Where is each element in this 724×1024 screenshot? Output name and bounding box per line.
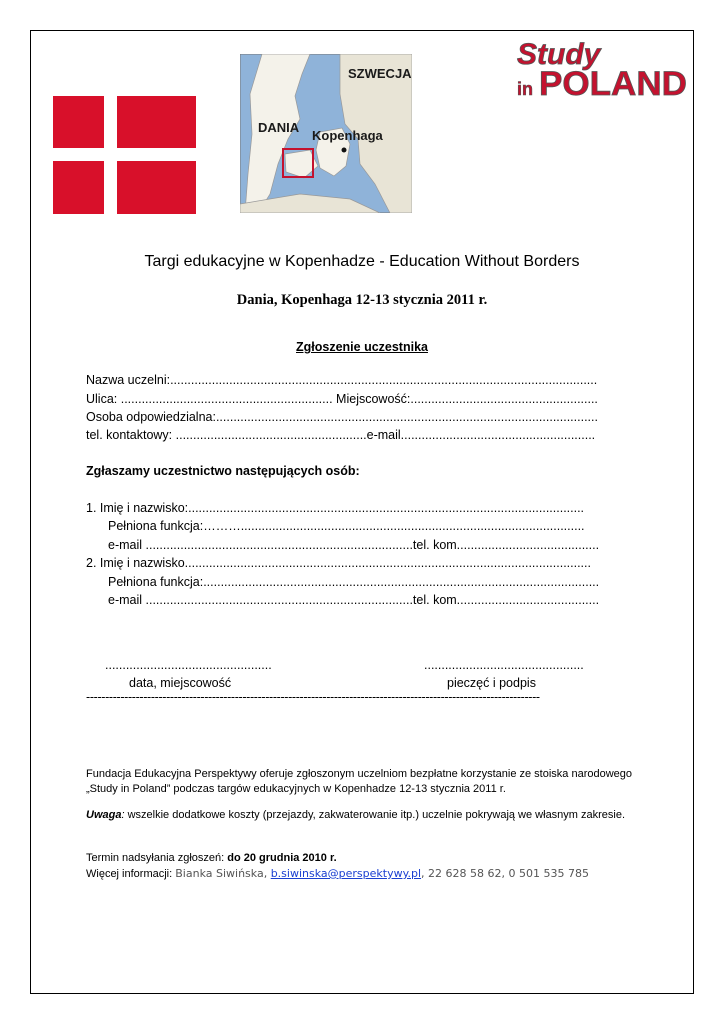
note-label: Uwaga xyxy=(86,809,122,821)
info-line xyxy=(86,866,646,882)
participant-1-name[interactable]: 1. Imię i nazwisko:.................................................................................................................. xyxy=(86,501,585,515)
note-paragraph xyxy=(86,808,646,823)
participant-2-name[interactable]: 2. Imię i nazwisko..................................................................................................................... xyxy=(86,556,591,570)
contact-phones: , 22 628 58 62, 0 501 535 785 xyxy=(421,867,589,880)
logo-study-text: Study xyxy=(517,38,601,71)
page-title: Targi edukacyjne w Kopenhadze - Education Without Borders xyxy=(144,253,580,270)
date-place-dots[interactable]: ................................................ xyxy=(105,658,272,672)
deadline-line xyxy=(86,851,646,866)
form-heading: Zgłoszenie uczestnika xyxy=(296,340,428,354)
contact-name: Bianka Siwińska, xyxy=(175,867,271,880)
date-place-label: data, miejscowość xyxy=(129,676,232,690)
field-contact-person[interactable]: Osoba odpowiedzialna:.............................................................................................................. xyxy=(86,410,598,424)
deadline-label: Termin nadsyłania zgłoszeń: xyxy=(86,852,228,864)
participant-2-role[interactable]: Pełniona funkcja:.................................................................................................................. xyxy=(108,575,600,589)
logo-in-text: in xyxy=(517,79,533,99)
danish-flag xyxy=(53,96,196,214)
deadline-value: do 20 grudnia 2010 r. xyxy=(227,852,337,864)
participant-1-contact[interactable]: e-mail .............................................................................tel. kom......................................... xyxy=(108,538,600,552)
participant-2-contact[interactable]: e-mail .............................................................................tel. kom......................................... xyxy=(108,593,600,607)
field-phone-email[interactable]: tel. kontaktowy: .......................................................e-mail........................................................ xyxy=(86,428,596,442)
offer-paragraph: Fundacja Edukacyjna Perspektywy oferuje zgłoszonym uczelniom bezpłatne korzystanie ze stoiska narodowego „Study in Poland” podczas targów edukacyjnych w Kopenhadze 12-13 stycznia 2011 r. xyxy=(86,768,633,795)
map-label-sweden: SZWECJA xyxy=(348,66,412,81)
logo-poland-text: POLAND xyxy=(539,65,687,100)
field-street-city[interactable]: Ulica: ............................................................. Miejscowość:...................................................... xyxy=(86,392,598,406)
stamp-signature-label: pieczęć i podpis xyxy=(447,676,536,690)
stamp-signature-dots[interactable]: .............................................. xyxy=(424,658,584,672)
event-date-location: Dania, Kopenhaga 12-13 stycznia 2011 r. xyxy=(236,292,488,308)
cut-line-separator: ----------------------------------------------------------------------------------------------------------------------- xyxy=(86,690,540,704)
participants-heading: Zgłaszamy uczestnictwo następujących osób: xyxy=(86,464,360,478)
info-label: Więcej informacji: xyxy=(86,868,176,880)
study-in-poland-logo xyxy=(515,38,690,100)
note-text: wszelkie dodatkowe koszty (przejazdy, zakwaterowanie itp.) uczelnie pokrywają we własnym zakresie. xyxy=(127,809,626,821)
participant-1-role[interactable]: Pełniona funkcja:………................................................................................................... xyxy=(108,519,585,533)
map-label-denmark: DANIA xyxy=(258,120,300,135)
denmark-map-image xyxy=(240,54,412,213)
note-text-colon: : xyxy=(121,809,125,821)
field-university-name[interactable]: Nazwa uczelni:........................................................................................................................... xyxy=(86,373,598,387)
map-label-copenhagen: Kopenhaga xyxy=(312,128,383,143)
contact-email-link[interactable]: b.siwinska@perspektywy.pl xyxy=(270,867,422,880)
